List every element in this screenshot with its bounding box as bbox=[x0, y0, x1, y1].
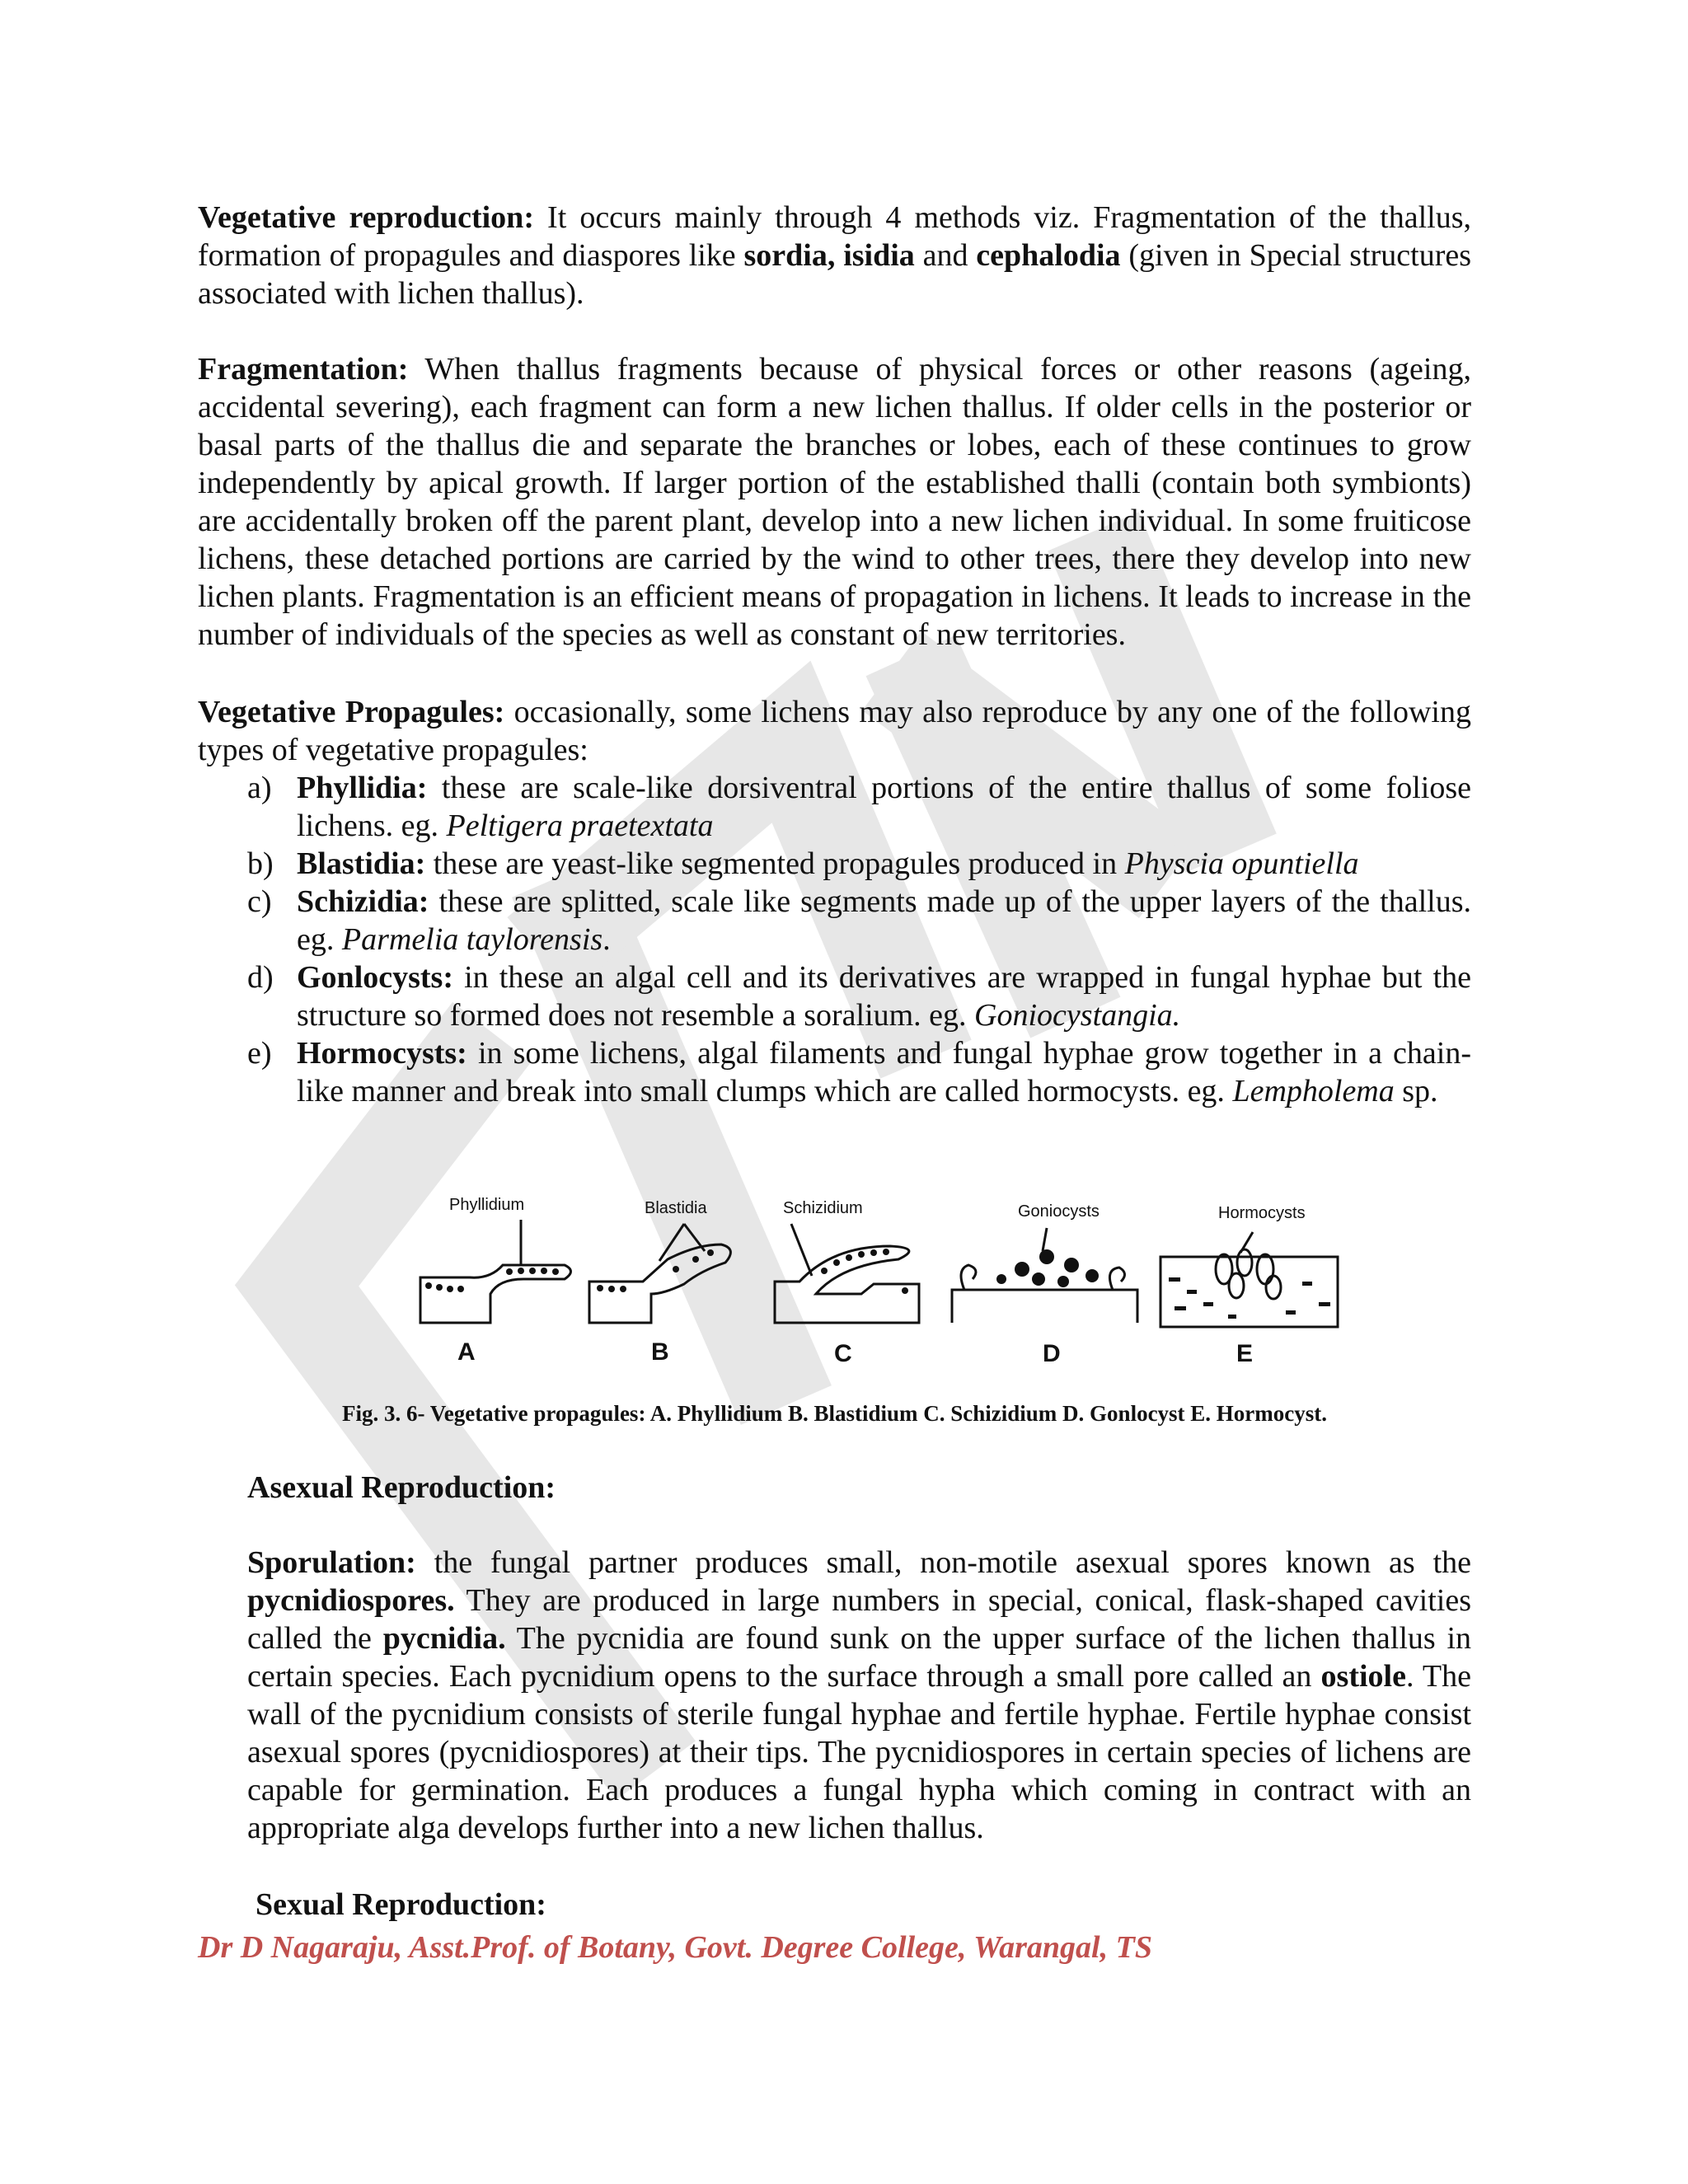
list-item bbox=[198, 958, 1471, 1034]
fragmentation-paragraph bbox=[198, 350, 1471, 654]
list-marker: c) bbox=[247, 884, 272, 919]
list-item bbox=[198, 883, 1471, 958]
fragmentation-heading: Fragmentation: bbox=[198, 352, 409, 387]
list-item bbox=[198, 845, 1471, 883]
species-name: Physcia opuntiella bbox=[1124, 846, 1359, 881]
figure-label-blastidia: Blastidia bbox=[645, 1199, 707, 1217]
sporulation-text: The pycnidia are found sunk on the upper surface of the lichen thallus in certain species. Each pycnidium opens to the surface through a small pore called an bbox=[247, 1621, 1471, 1694]
separator: and bbox=[914, 238, 977, 273]
list-term: Phyllidia: bbox=[297, 771, 428, 805]
list-marker: d) bbox=[247, 960, 274, 995]
list-text: these are yeast-like segmented propagules produced in bbox=[425, 846, 1125, 881]
asexual-reproduction-heading: Asexual Reproduction: bbox=[247, 1470, 556, 1505]
separator bbox=[835, 238, 843, 273]
propagules-paragraph bbox=[198, 693, 1471, 769]
figure-label-phyllidium: Phyllidium bbox=[449, 1196, 525, 1214]
list-marker: e) bbox=[247, 1036, 272, 1071]
figure-label-hormocysts: Hormocysts bbox=[1218, 1204, 1306, 1222]
list-term: Hormocysts: bbox=[297, 1036, 467, 1071]
fragmentation-text: When thallus fragments because of physical forces or other reasons (ageing, accidental severing), each fragment can form a new lichen thallus. If older cells in the posterior or basal parts of the thallus die and separate the branches or lobes, each of these continues to grow independently by apical growth. If larger portion of the established thalli (contain both symbionts) are accidentally broken off the parent plant, develop into a new lichen individual. In some fruiticose lichens, these detached portions are carried by the wind to other trees, there they develop into new lichen plants. Fragmentation is an efficient means of propagation in lichens. It leads to increase in the number of individuals of the species as well as constant of new territories. bbox=[198, 352, 1471, 652]
sporulation-text: They are produced in large numbers in special, conical, flask-shaped cavities called the bbox=[247, 1583, 1471, 1656]
list-term: Schizidia: bbox=[297, 884, 429, 919]
list-term: Blastidia: bbox=[297, 846, 426, 881]
list-tail: sp. bbox=[1394, 1074, 1438, 1108]
species-name: Peltigera praetextata bbox=[446, 808, 714, 843]
term-ostiole: ostiole bbox=[1320, 1659, 1406, 1694]
sexual-reproduction-heading: Sexual Reproduction: bbox=[256, 1887, 546, 1922]
list-text: in these an algal cell and its derivatives are wrapped in fungal hyphae but the structure so formed does not resemble a soralium. eg. bbox=[297, 960, 1471, 1033]
list-text: in some lichens, algal filaments and fungal hyphae grow together in a chain-like manner and break into small clumps which are called hormocysts. eg. bbox=[297, 1036, 1471, 1108]
sporulation-paragraph bbox=[247, 1544, 1471, 1847]
sporulation-text: the fungal partner produces small, non-motile asexual spores known as the bbox=[415, 1545, 1471, 1580]
figure-caption: Fig. 3. 6- Vegetative propagules: A. Phyllidium B. Blastidium C. Schizidium D. Gonlocyst E. Hormocyst. bbox=[341, 1401, 1328, 1426]
species-name: Parmelia taylorensis bbox=[341, 922, 603, 957]
species-name: Lempholema bbox=[1232, 1074, 1395, 1108]
figure-label-goniocysts: Goniocysts bbox=[1018, 1202, 1100, 1221]
sporulation-heading: Sporulation: bbox=[247, 1545, 416, 1580]
figure-letter-d: D bbox=[1043, 1340, 1061, 1367]
figure-letter-e: E bbox=[1236, 1340, 1254, 1367]
vegetative-reproduction-heading: Vegetative reproduction: bbox=[198, 200, 534, 235]
propagules-figure bbox=[412, 1187, 1360, 1385]
figure-label-schizidium: Schizidium bbox=[783, 1199, 863, 1217]
vegetative-text: It occurs mainly through 4 methods viz. Fragmentation of the thallus, formation of propagules and diaspores like bbox=[198, 200, 1471, 273]
term-isidia: isidia bbox=[843, 238, 915, 273]
figure-letter-b: B bbox=[651, 1338, 669, 1366]
author-footer: Dr D Nagaraju, Asst.Prof. of Botany, Govt. Degree College, Warangal, TS bbox=[198, 1930, 1152, 1965]
list-term: Gonlocysts: bbox=[297, 960, 453, 995]
propagules-intro: occasionally, some lichens may also reproduce by any one of the following types of vegetative propagules: bbox=[198, 695, 1471, 767]
propagules-list bbox=[198, 769, 1471, 1110]
figure-letter-c: C bbox=[834, 1340, 852, 1367]
list-marker: a) bbox=[247, 771, 272, 805]
sporulation-text: . The wall of the pycnidium consists of sterile fungal hyphae and fertile hyphae. Fertile hyphae consist asexual spores (pycnidiospores) at their tips. The pycnidiospores in certain species of lichens are capable for germination. Each produces a fungal hypha which coming in contract with an appropriate alga develops further into a new lichen thallus. bbox=[247, 1659, 1471, 1845]
list-marker: b) bbox=[247, 846, 274, 881]
list-item bbox=[198, 1034, 1471, 1110]
term-pycnidiospores: pycnidiospores. bbox=[247, 1583, 455, 1618]
list-tail: . bbox=[603, 922, 611, 957]
species-name: Goniocystangia. bbox=[974, 998, 1181, 1033]
term-cephalodia: cephalodia bbox=[976, 238, 1121, 273]
list-item bbox=[198, 769, 1471, 845]
propagules-heading: Vegetative Propagules: bbox=[198, 695, 505, 729]
list-text: these are splitted, scale like segments made up of the upper layers of the thallus. eg. bbox=[297, 884, 1471, 957]
list-text: these are scale-like dorsiventral portions of the entire thallus of some foliose lichens. eg. bbox=[297, 771, 1471, 843]
vegetative-reproduction-paragraph bbox=[198, 199, 1471, 312]
term-pycnidia: pycnidia. bbox=[382, 1621, 506, 1656]
vegetative-text-end: (given in Special structures associated with lichen thallus). bbox=[198, 238, 1472, 311]
figure-letter-a: A bbox=[457, 1338, 476, 1366]
term-sordia: sordia, bbox=[743, 238, 836, 273]
